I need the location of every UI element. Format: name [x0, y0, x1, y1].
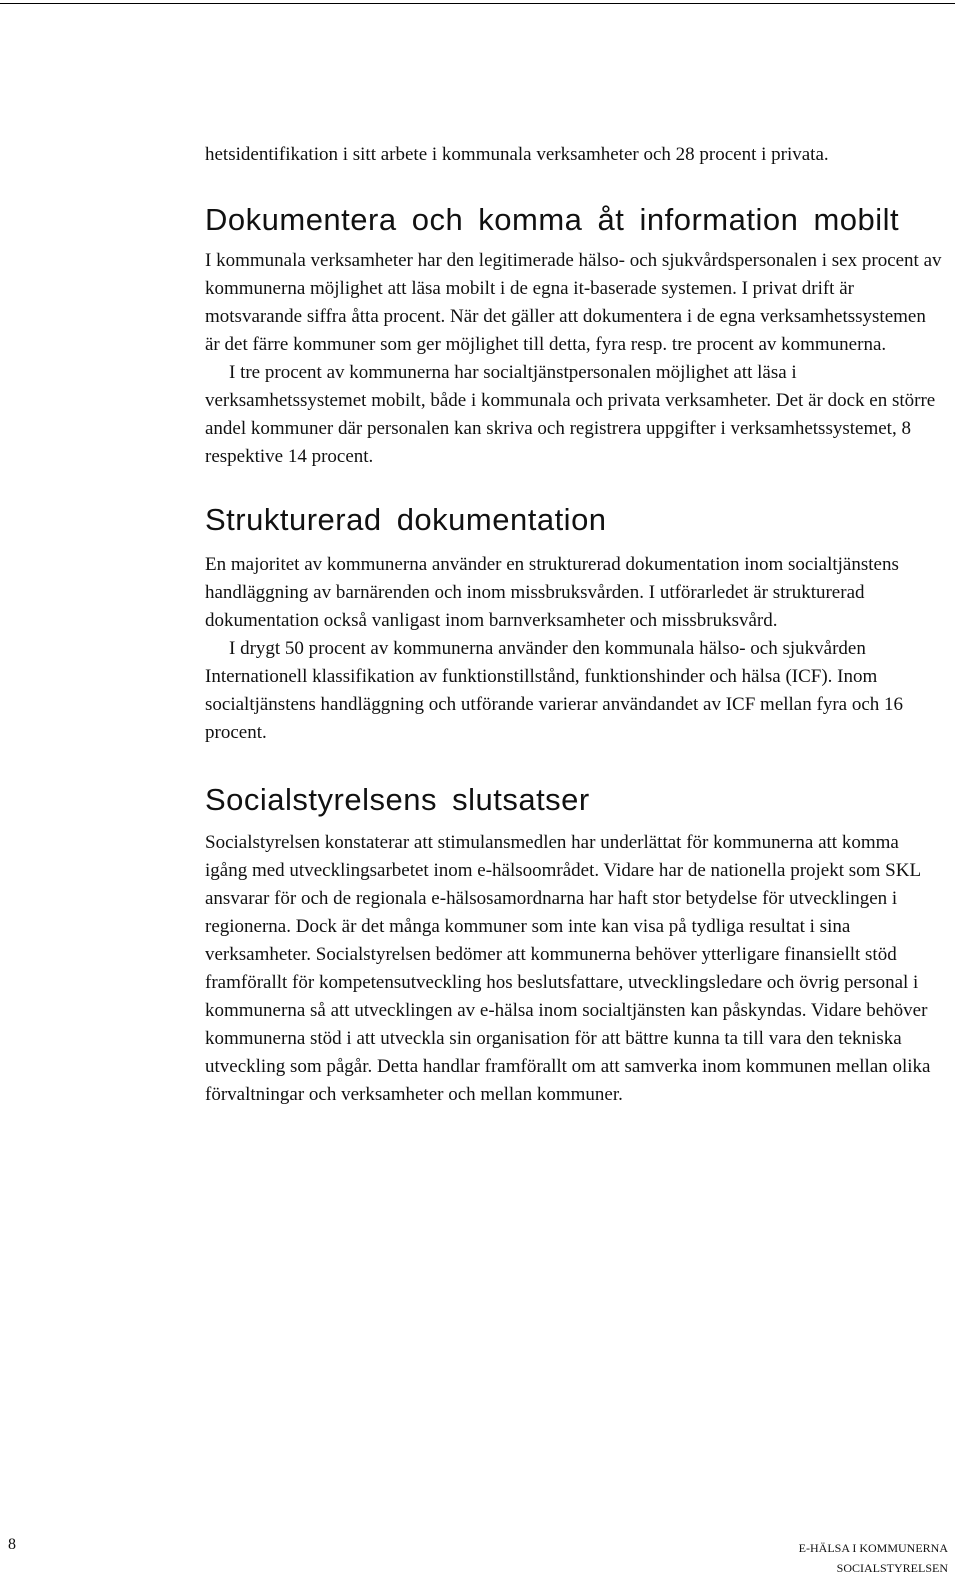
paragraph-mobile-1: I kommunala verksamheter har den legitimerade hälso- och sjukvårdspersonalen i sex procent av kommunerna möjlighet att läsa mobilt i de egna it-baserade systemen. I privat drift är motsvarande siffra åtta procent. När det gäller att dokumentera i de egna verksamhetssystemen är det färre kommuner som ger möjlighet till detta, fyra resp. tre procent av kommunerna.: [205, 250, 942, 355]
paragraph-structured-2: I drygt 50 procent av kommunerna använder den kommunala hälso- och sjukvården Internationell klassifikation av funktionstillstånd, funktionshinder och hälsa (ICF). Inom socialtjänstens handläggning och utförande varierar användandet av ICF mellan fyra och 16 procent.: [205, 638, 904, 743]
footer-title: E-HÄLSA I KOMMUNERNA: [798, 1541, 948, 1555]
heading-strukturerad-dokumentation: Strukturerad dokumentation: [205, 502, 607, 537]
footer-publication: [799, 1538, 948, 1578]
intro-paragraph: hetsidentifikation i sitt arbete i kommunala verksamheter och 28 procent i privata.: [205, 144, 829, 165]
footer-publisher: SOCIALSTYRELSEN: [836, 1561, 948, 1575]
document-body: [205, 141, 945, 1109]
paragraph-conclusions: Socialstyrelsen konstaterar att stimulansmedlen har underlättat för kommunerna att komma igång med utvecklingsarbetet inom e-hälsoområdet. Vidare har de nationella projekt som SKL ansvarar för och de regionala e-hälsosamordnarna har haft stor betydelse för utvecklingen i regionerna. Dock är det många kommuner som inte kan visa på tydliga resultat i sina verksamheter. Socialstyrelsen bedömer att kommunerna behöver ytterligare finansiellt stöd framförallt för kompetensutveckling hos beslutsfattare, utvecklingsledare och övrig personal i kommunerna så att utvecklingen av e-hälsa inom socialtjänsten kan påskyndas. Vidare behöver kommunerna stöd i att utveckla sin organisation för att bättre kunna ta till vara den tekniska utveckling som pågår. Detta handlar framförallt om att samverka inom kommunen mellan olika förvaltningar och verksamheter och mellan kommuner.: [205, 832, 931, 1105]
heading-socialstyrelsens-slutsatser: Socialstyrelsens slutsatser: [205, 782, 590, 817]
heading-dokumentera-mobilt: Dokumentera och komma åt information mobilt: [205, 202, 900, 237]
page-number: 8: [8, 1536, 16, 1553]
top-rule: [0, 3, 955, 4]
paragraph-structured-1: En majoritet av kommunerna använder en strukturerad dokumentation inom socialtjänstens handläggning av barnärenden och inom missbruksvården. I utförarledet är strukturerad dokumentation också vanligast inom barnverksamheter och missbruksvård.: [205, 554, 899, 631]
paragraph-mobile-2: I tre procent av kommunerna har socialtjänstpersonalen möjlighet att läsa i verksamhetssystemet mobilt, både i kommunala och privata verksamheter. Det är dock en större andel kommuner där personalen kan skriva och registrera uppgifter i verksamhetssystemet, 8 respektive 14 procent.: [205, 362, 936, 467]
